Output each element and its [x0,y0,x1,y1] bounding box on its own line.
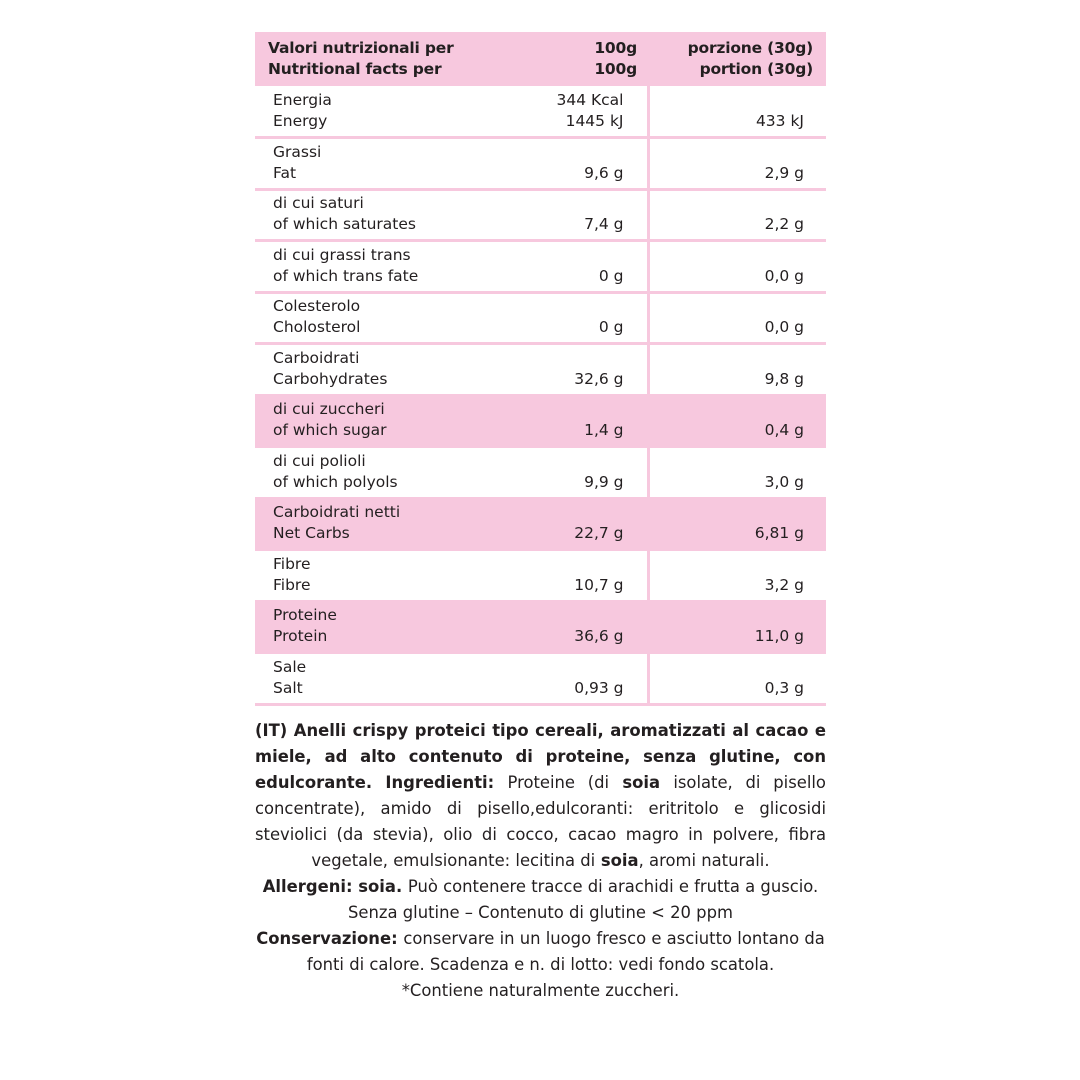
allergen-soia-1: soia [622,772,661,792]
nutrient-name-en: of which sugar [273,421,387,439]
nutrient-name-it: di cui polioli [273,451,366,470]
storage-label: Conservazione: [256,928,398,948]
value-portion: 0,4 g [764,421,804,439]
value-portion: 6,81 g [754,524,804,542]
value-100g: 0 g [505,241,648,293]
header-label [255,32,505,86]
nutrient-name-it: Energia [273,91,332,109]
value-100g-kcal: 344 Kcal [556,91,624,109]
value-portion: 433 kJ [755,112,804,130]
nutrient-name-en: Fat [273,163,297,182]
nutrient-name [255,138,505,190]
ingredients-text-3: , aromi naturali. [638,850,770,870]
value-100g: 0,93 g [505,653,648,705]
nutrient-name-en: Protein [273,627,328,645]
allergens-label: Allergeni: soia. [262,876,403,896]
nutrient-name [255,395,505,447]
header-100g-en: 100g [594,60,637,78]
value-100g: 32,6 g [505,344,648,396]
nutrient-name [255,447,505,499]
value-portion: 0,0 g [764,266,804,285]
value-100g: 36,6 g [505,601,648,653]
nutrient-name-it: di cui zuccheri [273,400,385,418]
nutrient-name-en: Cholosterol [273,318,361,336]
nutrient-name [255,241,505,293]
nutrient-name [255,86,505,138]
header-portion-it: porzione (30g) [687,39,813,57]
value-100g: 9,6 g [505,138,648,190]
ingredients-paragraph [255,718,826,874]
nutrient-name-it: Grassi [273,142,322,161]
value-100g: 22,7 g [505,498,648,550]
header-per-100g [505,32,648,86]
value-portion: 9,8 g [764,369,804,388]
value-100g-kj: 1445 kJ [565,112,624,130]
nutrient-name [255,601,505,653]
nutrient-name-it: Colesterolo [273,297,361,315]
value-100g: 1,4 g [505,395,648,447]
nutrient-name-en: Carbohydrates [273,369,388,388]
nutrient-name-en: of which trans fate [273,266,419,285]
nutrient-name-it: Sale [273,657,307,676]
table-row-highlighted [255,498,826,550]
table-row [255,447,826,499]
allergens-paragraph [255,874,826,926]
nutrient-name-it: Carboidrati [273,348,360,367]
ingredients-label: Ingredienti: [385,772,495,792]
nutrient-name-en: Salt [273,678,303,697]
value-100g: 10,7 g [505,550,648,602]
table-row [255,138,826,190]
table-row [255,189,826,241]
allergens-text: Può contenere tracce di arachidi e frutta a guscio. Senza glutine – Contenuto di glutine < 20 ppm [348,876,819,922]
allergen-soia-2: soia [600,850,639,870]
nutrient-name [255,292,505,344]
value-100g: 0 g [505,292,648,344]
header-100g-it: 100g [594,39,637,57]
value-portion: 2,9 g [764,163,804,182]
ingredients-text-1: Proteine (di [507,772,610,792]
nutrient-name-en: Net Carbs [273,524,350,542]
table-header [255,32,826,86]
header-per-portion [648,32,826,86]
table-row [255,550,826,602]
table-row-highlighted [255,395,826,447]
footnote: *Contiene naturalmente zuccheri. [401,980,680,1000]
value-portion: 0,0 g [764,318,804,336]
product-description [255,718,826,1004]
header-label-en: Nutritional facts per [268,60,442,78]
nutrient-name-en: Fibre [273,575,311,594]
value-portion: 2,2 g [764,215,804,233]
ingredients-text-2: isolate, di pisello concentrate), amido di pisello,edulcoranti: eritritolo e glicosidi steviolici (da stevia), olio di cocco, cacao magro in polvere, fibra vegetale, emulsionante: lecitina di [255,772,826,870]
nutrient-name-en: of which saturates [273,215,416,233]
value-portion: 3,0 g [764,472,804,491]
value-portion: 3,2 g [764,575,804,594]
nutrition-table [255,32,826,706]
value-100g: 9,9 g [505,447,648,499]
nutrient-name-it: Fibre [273,554,311,573]
table-row [255,653,826,705]
nutrient-name [255,653,505,705]
table-row [255,241,826,293]
header-portion-en: portion (30g) [699,60,813,78]
storage-paragraph [255,926,826,978]
nutrient-name-en: of which polyols [273,472,398,491]
table-row [255,86,826,138]
nutrient-name [255,344,505,396]
nutrient-name-it: Carboidrati netti [273,503,401,521]
nutrient-name [255,498,505,550]
nutrient-name [255,189,505,241]
table-row [255,344,826,396]
nutrient-name-en: Energy [273,112,328,130]
header-label-it: Valori nutrizionali per [268,39,454,57]
table-row-highlighted [255,601,826,653]
value-100g: 7,4 g [505,189,648,241]
nutrient-name-it: Proteine [273,606,337,624]
nutrient-name-it: di cui grassi trans [273,245,411,264]
value-100g [505,86,648,138]
nutrient-name-it: di cui saturi [273,194,364,212]
value-portion: 11,0 g [754,627,804,645]
storage-text: conservare in un luogo fresco e asciutto lontano da fonti di calore. Scadenza e n. di lotto: vedi fondo scatola. [306,928,825,974]
value-portion: 0,3 g [764,678,804,697]
nutrient-name [255,550,505,602]
product-intro: (IT) Anelli crispy proteici tipo cereali, aromatizzati al cacao e miele, ad alto contenuto di proteine, senza glutine, con edulcorante. [255,720,826,792]
nutrition-label [255,32,826,1004]
table-row [255,292,826,344]
